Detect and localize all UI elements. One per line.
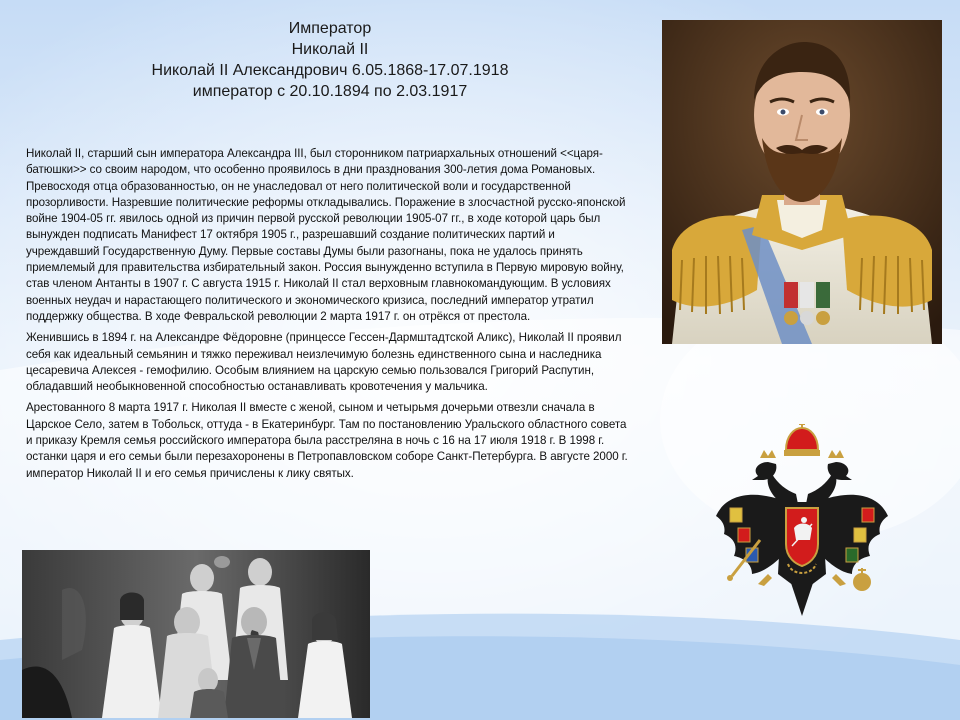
double-headed-eagle-icon [712, 424, 892, 640]
portrait-illustration [662, 20, 942, 344]
title-line-4: император с 20.10.1894 по 2.03.1917 [192, 83, 468, 100]
title-line-3: Николай II Александрович 6.05.1868-17.07.1918 [151, 62, 509, 79]
paragraph-2: Женившись в 1894 г. на Александре Фёдоровне (принцессе Гессен-Дармштадтской Аликс), Николай II проявил себя как идеальный семьянин и тяжко переживал неизлечимую болезнь единственного сына и наследника цесаревича Алексея - гемофилию. Особым влиянием на царскую семью пользовался Григорий Распутин, обладавший необыкновенной способностью останавливать кровотечения у мальчика. [26, 331, 622, 394]
family-photo [22, 550, 370, 718]
family-illustration [22, 550, 370, 718]
paragraph-1: Николай II, старший сын императора Александра III, был сторонником патриархальных отношений <<царя-батюшки>> со своим народом, что особенно проявилось в дни празднования 300-летия дома Романовых. Превосходя отца образованностью, он не унаследовал от него политической воли и государственной прозорливости. Назревшие политические реформы откладывались. Поражение в злосчастной русско-японской войне 1904-05 гг. явилось одной из причин первой русской революции 1905-07 гг., в ходе которой царь был вынужден подписать Манифест 17 октября 1905 г., разрешавший создание политических партий и учреждавший Государственную Думу. Первые составы Думы были разогнаны, пока не удалось принять приемлемый для правительства избирательный закон. Россия вынужденно вступила в Первую мировую войну, став членом Антанты в 1907 г. С августа 1915 г. Николай II стал верховным главнокомандующим. В условиях военных неудач и нарастающего политического и экономического кризиса, последний император утратил поддержку общества. В ходе Февральской революции 2 марта 1917 г. он отрёкся от престола. [26, 147, 626, 323]
biography-text [26, 146, 630, 487]
title-line-1: Император [288, 20, 372, 37]
title-block [120, 18, 540, 102]
portrait-photo [662, 20, 942, 344]
coat-of-arms [712, 424, 892, 640]
paragraph-3: Арестованного 8 марта 1917 г. Николая II вместе с женой, сыном и четырьмя дочерьми отвезли сначала в Царское Село, затем в Тобольск, оттуда - в Екатеринбург. Там по постановлению Уральского областного совета и приказу Кремля семья российского императора была расстреляна в ночь с 16 на 17 июля 1918 г. В 1998 г. останки царя и его семьи были перезахоронены в Петропавловском соборе Санкт-Петербурга. В августе 2000 г. император Николай II и его семья причислены к лику святых. [26, 401, 628, 480]
title-line-2: Николай II [291, 41, 369, 58]
